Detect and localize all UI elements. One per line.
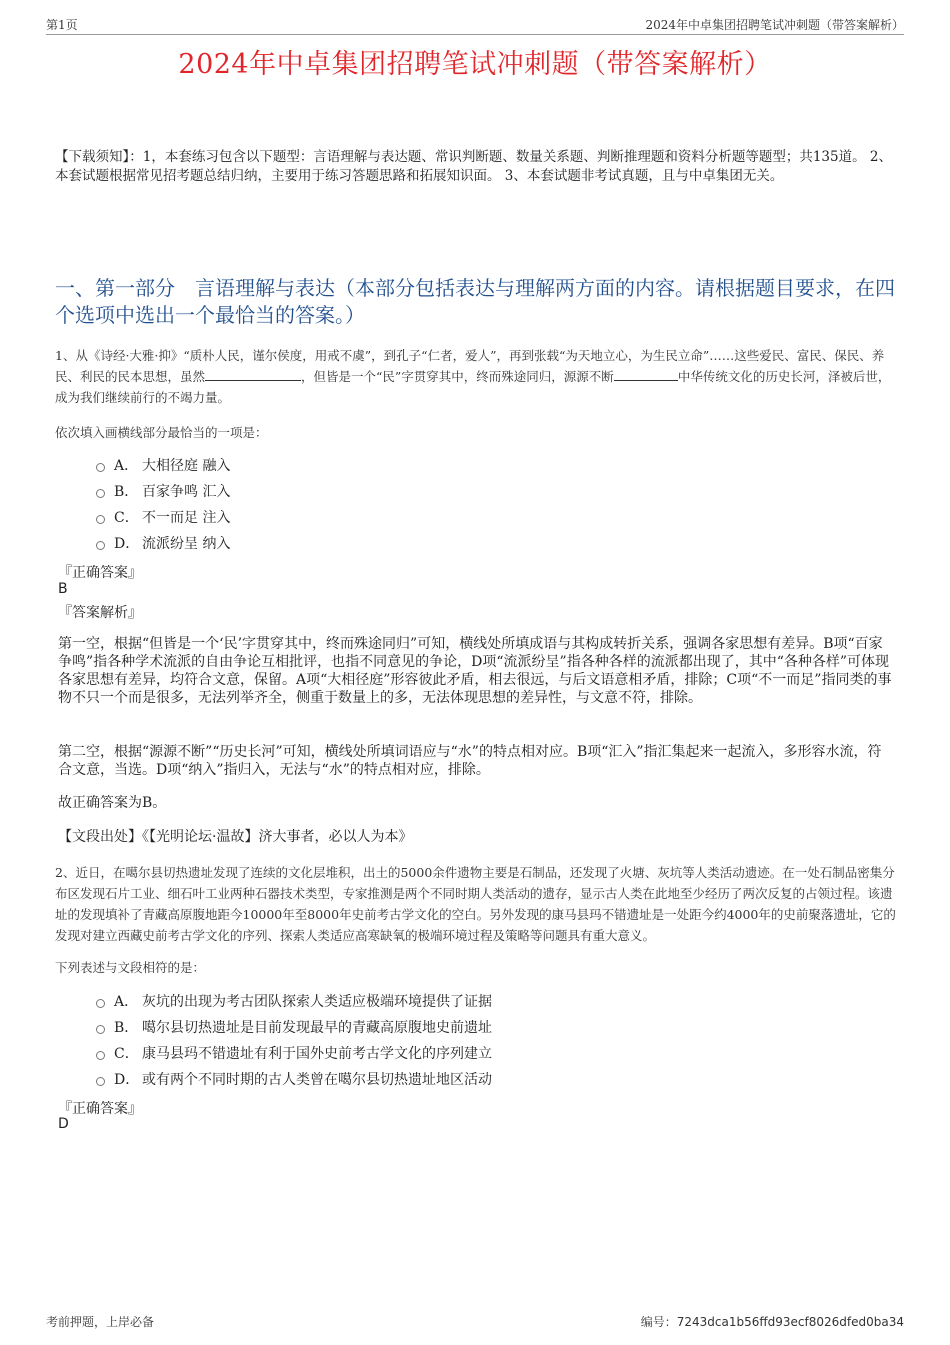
option-b[interactable]: B． 噶尔县切热遗址是目前发现最早的青藏高原腹地史前遗址 (96, 1014, 492, 1040)
fill-blank-1 (205, 368, 301, 381)
question-1-options (96, 452, 230, 556)
section-title: 一、第一部分 言语理解与表达（本部分包括表达与理解两方面的内容。请根据题目要求，在四个选项中选出一个最恰当的答案。） (55, 276, 895, 327)
question-1-text: 1、从《诗经·大雅·抑》“质朴人民，谨尔侯度，用戒不虞”，到孔子“仁者，爱人”，再到张载“为天地立心，为生民立命”……这些爱民、富民、保民、养民、利民的民本思想，虽然 ，但皆是一个“民”字贯穿其中，终而殊途同归，源源不断 中华传统文化的历史长河，泽被后世，成为我们继续前行的不竭力量。 (55, 348, 891, 405)
radio-icon[interactable] (96, 999, 105, 1008)
question-2-options (96, 988, 492, 1092)
option-a[interactable]: A． 灰坑的出现为考古团队探索人类适应极端环境提供了证据 (96, 988, 492, 1014)
footer-code: 编号：7243dca1b56ffd93ecf8026dfed0ba34 (640, 1315, 904, 1329)
header-doc-title: 2024年中卓集团招聘笔试冲刺题（带答案解析） (645, 18, 904, 32)
option-d[interactable]: D． 流派纷呈 纳入 (96, 530, 230, 556)
answer-value: B (58, 581, 68, 597)
question-1-prompt: 依次填入画横线部分最恰当的一项是： (55, 425, 268, 440)
option-a[interactable]: A． 大相径庭 融入 (96, 452, 230, 478)
option-c[interactable]: C． 不一而足 注入 (96, 504, 230, 530)
answer-value: D (58, 1116, 69, 1132)
page-number: 第1页 (46, 18, 78, 32)
radio-icon[interactable] (96, 1077, 105, 1086)
question-2-prompt: 下列表述与文段相符的是： (55, 960, 206, 975)
download-notice: 【下载须知】：1，本套练习包含以下题型：言语理解与表达题、常识判断题、数量关系题、判断推理题和资料分析题等题型；共135道。 2、本套试题根据常见招考题总结归纳，主要用于练习答题思路和拓展知识面。 3、本套试题非考试真题，且与中卓集团无关。 (55, 149, 892, 184)
page-header (46, 14, 904, 35)
option-d[interactable]: D． 或有两个不同时期的古人类曾在噶尔县切热遗址地区活动 (96, 1066, 492, 1092)
page-title: 2024年中卓集团招聘笔试冲刺题（带答案解析） (178, 49, 772, 80)
analysis-label: 『答案解析』 (58, 605, 142, 621)
page-footer (46, 1313, 904, 1331)
analysis-conclusion: 故正确答案为B。 (58, 795, 167, 811)
question-2-text: 2、近日，在噶尔县切热遗址发现了连续的文化层堆积，出土的5000余件遗物主要是石制品，还发现了火塘、灰坑等人类活动遗迹。在一处石制品密集分布区发现石片工业、细石叶工业两种石器技术类型，专家推测是两个不同时期人类活动的遗存，显示古人类在此地至少经历了两次反复的占领过程。该遗址的发现填补了青藏高原腹地距今10000年至8000年史前考古学文化的空白。另外发现的康马县玛不错遗址是一处距今约4000年的史前聚落遗址，它的发现对建立西藏史前考古学文化的序列、探索人类适应高寒缺氧的极端环境过程及策略等问题具有重大意义。 (55, 865, 896, 943)
radio-icon[interactable] (96, 463, 105, 472)
radio-icon[interactable] (96, 1025, 105, 1034)
passage-source: 【文段出处】《【光明论坛·温故】济大事者，必以人为本》 (58, 829, 413, 845)
radio-icon[interactable] (96, 515, 105, 524)
option-b[interactable]: B． 百家争鸣 汇入 (96, 478, 230, 504)
footer-slogan: 考前押题，上岸必备 (46, 1315, 155, 1329)
answer-label: 『正确答案』 (58, 565, 142, 581)
radio-icon[interactable] (96, 489, 105, 498)
analysis-paragraph-2: 第二空，根据“源源不断”“历史长河”可知，横线处所填词语应与“水”的特点相对应。B项“汇入”指汇集起来一起流入，多形容水流，符合文意，当选。D项“纳入”指归入，无法与“水”的特点相对应，排除。 (58, 744, 882, 778)
answer-label: 『正确答案』 (58, 1101, 142, 1117)
radio-icon[interactable] (96, 1051, 105, 1060)
fill-blank-2 (614, 368, 678, 381)
analysis-paragraph-1: 第一空，根据“但皆是一个‘民’字贯穿其中，终而殊途同归”可知，横线处所填成语与其构成转折关系，强调各家思想有差异。B项“百家争鸣”指各种学术流派的自由争论互相批评，也指不同意见的争论，D项“流派纷呈”指各种各样的流派都出现了，其中“各种各样”可体现各家思想有差异，均符合文意，保留。A项“大相径庭”形容彼此矛盾，相去很远，与后文语意相矛盾，排除；C项“不一而足”指同类的事物不只一个而是很多，无法列举齐全，侧重于数量上的多，无法体现思想的差异性，与文意不符，排除。 (58, 636, 892, 706)
radio-icon[interactable] (96, 541, 105, 550)
option-c[interactable]: C． 康马县玛不错遗址有利于国外史前考古学文化的序列建立 (96, 1040, 492, 1066)
